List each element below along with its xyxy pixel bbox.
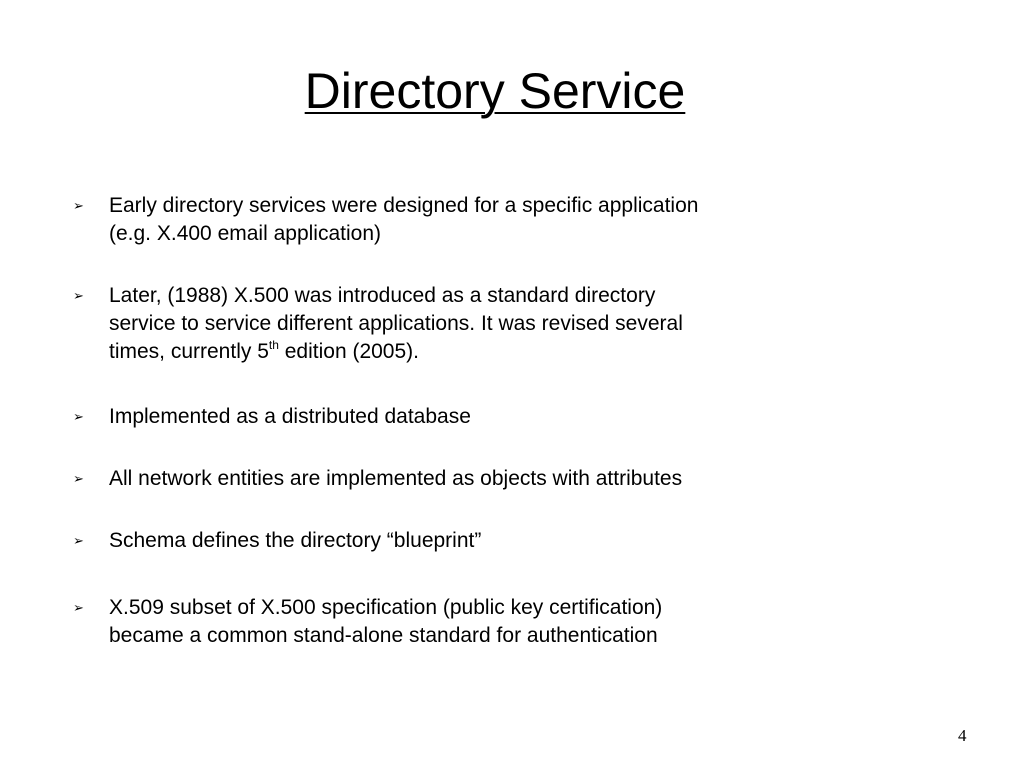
- ordinal-superscript: th: [268, 338, 279, 352]
- arrow-bullet-icon: ➢: [73, 601, 84, 616]
- bullet-item: [73, 527, 853, 556]
- arrow-bullet-icon: ➢: [73, 289, 84, 304]
- bullet-line: Early directory services were designed for a specific application: [109, 194, 699, 217]
- bullet-line: Schema defines the directory “blueprint”: [109, 529, 482, 552]
- arrow-bullet-icon: ➢: [73, 199, 84, 214]
- bullet-text: [109, 527, 481, 555]
- bullet-text: [109, 282, 683, 366]
- bullet-line: Later, (1988) X.500 was introduced as a standard directory: [109, 284, 656, 307]
- bullet-line: edition (2005).: [278, 340, 419, 363]
- bullet-item: [73, 192, 853, 248]
- arrow-bullet-icon: ➢: [73, 410, 84, 425]
- bullet-item: [73, 403, 853, 432]
- bullet-text: [109, 594, 662, 650]
- bullet-item: [73, 465, 853, 494]
- slide-title: [0, 58, 990, 124]
- bullet-line: All network entities are implemented as objects with attributes: [109, 467, 683, 490]
- bullet-line: became a common stand-alone standard for authentication: [109, 624, 658, 647]
- bullet-line: service to service different applications. It was revised several: [109, 312, 683, 335]
- bullet-item: [73, 282, 853, 366]
- bullet-line: (e.g. X.400 email application): [109, 222, 381, 245]
- bullet-text: [109, 192, 698, 248]
- arrow-bullet-icon: ➢: [73, 534, 84, 549]
- bullet-text: [109, 403, 471, 431]
- bullet-item: [73, 594, 853, 650]
- bullet-line: X.509 subset of X.500 specification (public key certification): [109, 596, 663, 619]
- arrow-bullet-icon: ➢: [73, 472, 84, 487]
- bullet-line: Implemented as a distributed database: [109, 405, 471, 428]
- bullet-line: times, currently 5: [109, 340, 269, 363]
- slide-title-text: Directory Service: [304, 63, 686, 119]
- page-number: 4: [958, 726, 967, 745]
- bullet-text: [109, 465, 682, 493]
